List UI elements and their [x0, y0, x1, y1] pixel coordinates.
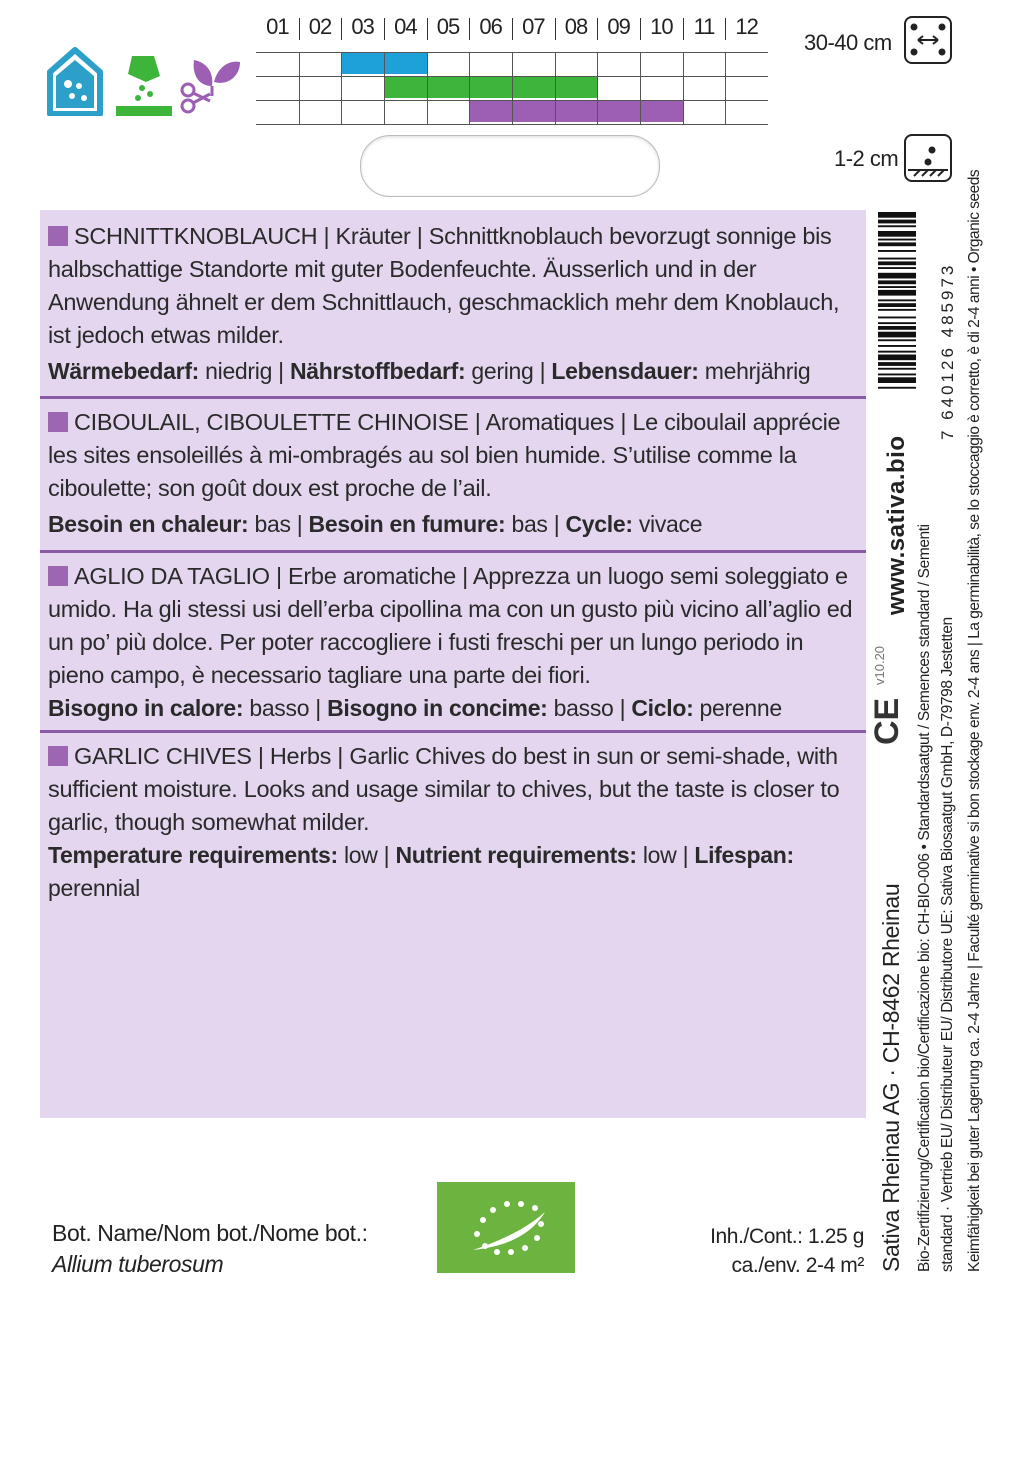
month-separator — [725, 18, 726, 40]
barcode-bar — [878, 362, 916, 366]
sowing-calendar — [256, 14, 768, 124]
ce-mark: CE — [868, 697, 906, 745]
calendar-months — [256, 14, 768, 42]
section-german — [48, 220, 860, 388]
barcode-bar — [878, 212, 916, 218]
version-label: v10.20 — [872, 645, 887, 685]
distributor-text: standard · Vertrieb EU/ Distributeur EU/ Distributore UE: Sativa Biosaatgut GmbH, D-79798 Jestetten — [939, 617, 956, 1272]
grid-column-line — [725, 52, 726, 124]
section-divider — [40, 396, 866, 399]
section-italian — [48, 560, 860, 725]
barcode-bar — [878, 273, 916, 279]
row-spacing-label: 30-40 cm — [804, 30, 892, 55]
grid-column-line — [512, 52, 513, 124]
harvest-bar — [469, 101, 682, 122]
barcode-bar — [878, 351, 916, 353]
germination-text: Keimfähigkeit bei guter Lagerung ca. 2-4 Jahre | Faculté germinative si bon stockage env. 2-4 ans | La germinabilità, se lo stoccaggio è corretto, è di 2-4 anni • Organic seeds — [966, 169, 983, 1272]
barcode-bar — [878, 220, 916, 224]
grid-column-line — [299, 52, 300, 124]
section-properties: Temperature requirements: low | Nutrient requirements: low | Lifespan: perennial — [48, 842, 794, 901]
month-separator — [384, 18, 385, 40]
greenhouse-sowing-icon — [46, 44, 104, 121]
month-label: 09 — [607, 14, 630, 39]
sowing-outdoor-bar — [384, 77, 597, 98]
section-divider — [40, 550, 866, 553]
outdoor-sowing-icon — [114, 52, 174, 123]
month-label: 11 — [693, 14, 715, 39]
section-title: CIBOULAIL, CIBOULETTE CHINOISE — [74, 409, 469, 435]
package-content: Inh./Cont.: 1.25 g — [710, 1225, 864, 1248]
section-properties: Besoin en chaleur: bas | Besoin en fumure: bas | Cycle: vivace — [48, 511, 703, 537]
barcode-bar — [878, 231, 916, 237]
month-label: 02 — [308, 14, 332, 39]
barcode-bar — [878, 309, 916, 311]
barcode-bar — [878, 326, 916, 330]
content-block — [710, 1222, 864, 1280]
section-marker-icon — [48, 566, 68, 586]
barcode-bar — [878, 242, 916, 246]
grid-column-line — [640, 52, 641, 124]
month-label: 01 — [266, 14, 289, 39]
botanical-name-label: Bot. Name/Nom bot./Nome bot.: — [52, 1220, 368, 1246]
grid-column-line — [683, 52, 684, 124]
botanical-name: Allium tuberosum — [52, 1251, 224, 1277]
section-text: | Kräuter | Schnittknoblauch bevorzugt sonnige bis halbschattige Standorte mit guter Bodenfeuchte. Äusserlich und in der Anwendung ähnelt er dem Schnittlauch, geschmacklich mehr dem Knoblauch, ist jedoch etwas milder. — [48, 223, 840, 348]
month-separator — [597, 18, 598, 40]
grid-column-line — [384, 52, 385, 124]
barcode-bar — [878, 239, 916, 241]
barcode-bar — [878, 377, 916, 383]
barcode-bar — [878, 387, 916, 389]
barcode-bar — [878, 280, 916, 284]
barcode — [878, 212, 916, 438]
grid-column-line — [555, 52, 556, 124]
section-marker-icon — [48, 226, 68, 246]
month-label: 05 — [436, 14, 460, 39]
row-spacing-icon — [904, 16, 952, 64]
eu-organic-logo-icon — [437, 1182, 575, 1273]
month-separator — [683, 18, 684, 40]
month-label: 12 — [735, 14, 758, 39]
section-title: GARLIC CHIVES — [74, 743, 252, 769]
botanical-name-block — [52, 1218, 368, 1280]
section-properties: Wärmebedarf: niedrig | Nährstoffbedarf: gering | Lebensdauer: mehrjährig — [48, 358, 811, 384]
grid-column-line — [469, 52, 470, 124]
sowing-area: ca./env. 2-4 m² — [731, 1254, 864, 1277]
section-divider — [40, 730, 866, 733]
barcode-bar — [878, 286, 916, 288]
month-separator — [555, 18, 556, 40]
month-separator — [469, 18, 470, 40]
month-separator — [341, 18, 342, 40]
month-separator — [640, 18, 641, 40]
barcode-bar — [878, 290, 916, 296]
month-label: 04 — [394, 14, 417, 39]
calendar-grid — [256, 52, 768, 124]
barcode-bar — [878, 258, 916, 260]
month-label: 03 — [351, 14, 374, 39]
barcode-bar — [878, 299, 916, 301]
month-label: 06 — [479, 14, 502, 39]
month-label: 07 — [522, 14, 545, 39]
sowing-depth-label: 1-2 cm — [834, 146, 899, 171]
section-text: | Erbe aromatiche | Apprezza un luogo semi soleggiato e umido. Ha gli stessi usi dell’erba cipollina ma con un gusto più vicino all’aglio ed un po’ più dolce. Per poter raccogliere i fusti freschi per un lungo periodo in pieno campo, è necessario tagliare una parte dei fiori. — [48, 563, 853, 688]
barcode-bar — [878, 225, 916, 227]
month-separator — [299, 18, 300, 40]
website-link[interactable]: www.sativa.bio — [883, 435, 910, 615]
month-separator — [427, 18, 428, 40]
hang-hole — [360, 135, 660, 197]
sowing-depth-icon — [904, 134, 952, 182]
barcode-bar — [878, 267, 916, 269]
grid-column-line — [341, 52, 342, 124]
grid-column-line — [427, 52, 428, 124]
month-label: 10 — [650, 14, 673, 39]
month-label: 08 — [564, 14, 588, 39]
certification-text: Bio-Zertifizierung/Certification bio/Certificazione bio: CH-BIO-006 • Standardsaatgut / Semences standard / Sementi — [916, 524, 933, 1272]
company-address: Sativa Rheinau AG · CH-8462 Rheinau — [878, 883, 904, 1272]
grid-column-line — [597, 52, 598, 124]
barcode-bar — [878, 261, 916, 265]
section-marker-icon — [48, 412, 68, 432]
barcode-number: 7 640126 485973 — [938, 262, 957, 440]
barcode-bar — [878, 322, 916, 324]
month-separator — [512, 18, 513, 40]
section-properties: Bisogno in calore: basso | Bisogno in concime: basso | Ciclo: perenne — [48, 695, 782, 721]
barcode-bar — [878, 332, 916, 338]
section-text: | Aromatiques | Le ciboulail apprécie les sites ensoleillés à mi-ombragés au sol bien humide. S’utilise comme la ciboulette; son goût doux est proche de l’ail. — [48, 409, 841, 501]
description-panel — [40, 210, 866, 1118]
barcode-bar — [878, 303, 916, 307]
barcode-bar — [878, 368, 916, 370]
barcode-bar — [878, 250, 916, 252]
barcode-bar — [878, 374, 916, 376]
harvest-scissors-icon — [178, 46, 244, 121]
barcode-bar — [878, 355, 916, 361]
barcode-bar — [878, 339, 916, 341]
section-french — [48, 406, 860, 541]
section-english — [48, 740, 860, 905]
section-text: | Herbs | Garlic Chives do best in sun or semi-shade, with sufficient moisture. Looks and usage similar to chives, but the taste is closer to garlic, though somewhat milder. — [48, 743, 840, 835]
section-title: AGLIO DA TAGLIO — [74, 563, 270, 589]
grid-line — [256, 124, 768, 125]
barcode-bar — [878, 317, 916, 319]
section-title: SCHNITTKNOBLAUCH — [74, 223, 318, 249]
barcode-bar — [878, 345, 916, 347]
section-marker-icon — [48, 746, 68, 766]
